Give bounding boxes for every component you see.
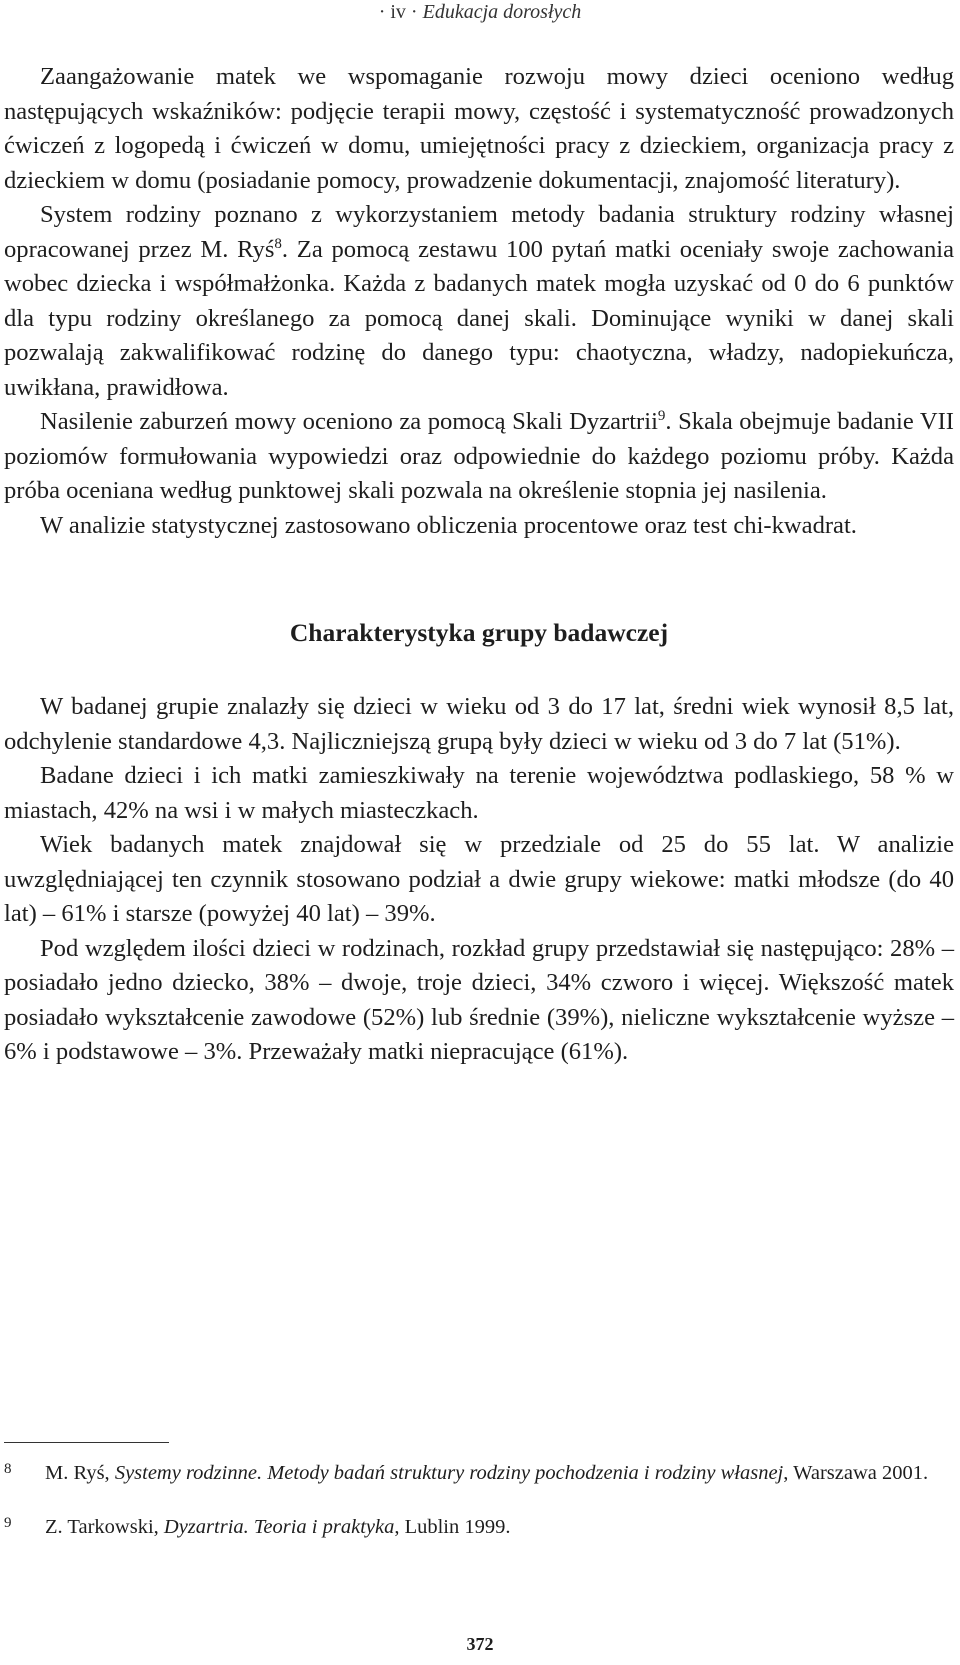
footnote-text [45,1460,954,1487]
running-head-section: · iv · [378,1,418,23]
paragraph [4,405,954,509]
footnote-number: 8 [4,1461,12,1477]
running-head-title: Edukacja dorosłych [422,1,582,23]
paragraph: Pod względem ilości dzieci w rodzinach, rozkład grupy przedstawiał się następująco: 28% – posiadało jedno dziecko, 38% – dwoje, troje dzieci, 34% czworo i więcej. Większość matek posiadało wykształcenie zawodowe (52%) lub średnie (39%), nieliczne wykształcenie wyższe – 6% i podstawowe – 3%. Przeważały matki niepracujące (61%). [4,934,954,1065]
paragraph: Zaangażowanie matek we wspomaganie rozwoju mowy dzieci oceniono według następujących wskaźników: podjęcie terapii mowy, częstość i systematyczność prowadzonych ćwiczeń z logopedą i ćwiczeń w domu, umiejętności pracy z dzieckiem, organizacja pracy z dzieckiem w domu (posiadanie pomocy, prowadzenie dokumentacji, znajomość literatury). [4,63,954,194]
footnote-title: Systemy rodzinne. Metody badań struktury rodziny pochodzenia i rodziny własnej [114,1462,784,1484]
footnote-text [45,1514,954,1541]
paragraph-text: System rodziny poznano z wykorzystaniem metody badania struktury rodziny własnej opracowanej przez M. Ryś [4,201,954,263]
page-number: 372 [466,1634,494,1654]
paragraph: W badanej grupie znalazły się dzieci w wieku od 3 do 17 lat, średni wiek wynosił 8,5 lat, odchylenie standardowe 4,3. Najliczniejszą grupą były dzieci w wieku od 3 do 7 lat (51%). [4,693,954,755]
paragraph: Wiek badanych matek znajdował się w przedziale od 25 do 55 lat. W analizie uwzględniającej ten czynnik stosowano podział a dwie grupy wiekowe: matki młodsze (do 40 lat) – 61% i starsze (powyżej 40 lat) – 39%. [4,831,954,927]
paragraph-text: Nasilenie zaburzeń mowy oceniono za pomocą Skali Dyzartrii [40,408,658,435]
paragraph: Badane dzieci i ich matki zamieszkiwały na terenie województwa podlaskiego, 58 % w miastach, 42% na wsi i w małych miasteczkach. [4,762,954,824]
footnote-ref[interactable]: 8 [274,235,282,252]
footnote-title: Dyzartria. Teoria i praktyka [163,1516,395,1538]
paragraph [4,198,954,405]
footnote-rest: , Warszawa 2001. [783,1462,929,1484]
running-head [0,0,960,24]
footnote-rest: , Lublin 1999. [394,1516,511,1538]
footnote-author: M. Ryś, [45,1462,110,1484]
footnote-number: 9 [4,1515,12,1531]
page-body [4,60,954,1070]
paragraph: W analizie statystycznej zastosowano obliczenia procentowe oraz test chi-kwadrat. [40,511,857,539]
paragraph-text: . Za pomocą zestawu 100 pytań matki oceniały swoje zachowania wobec dziecka i współmałżonka. Każda z badanych matek mogła uzyskać od 0 do 6 punktów dla typu rodziny określanego za pomocą danej skali. Dominujące wyniki w danej skali pozwalają zakwalifikować rodzinę do danego typu: chaotyczna, władzy, nadopiekuńcza, uwikłana, prawidłowa. [4,235,954,401]
footnote-divider [4,1442,169,1443]
section-heading: Charakterystyka grupy badawczej [289,618,669,647]
footnote-author: Z. Tarkowski, [45,1516,159,1538]
paragraph-text: . Skala obejmuje badanie VII poziomów formułowania wypowiedzi oraz odpowiednie do każdego poziomu próby. Każda próba oceniana według punktowej skali pozwala na określenie stopnia jej nasilenia. [4,408,954,504]
footnote-ref[interactable]: 9 [657,407,666,424]
